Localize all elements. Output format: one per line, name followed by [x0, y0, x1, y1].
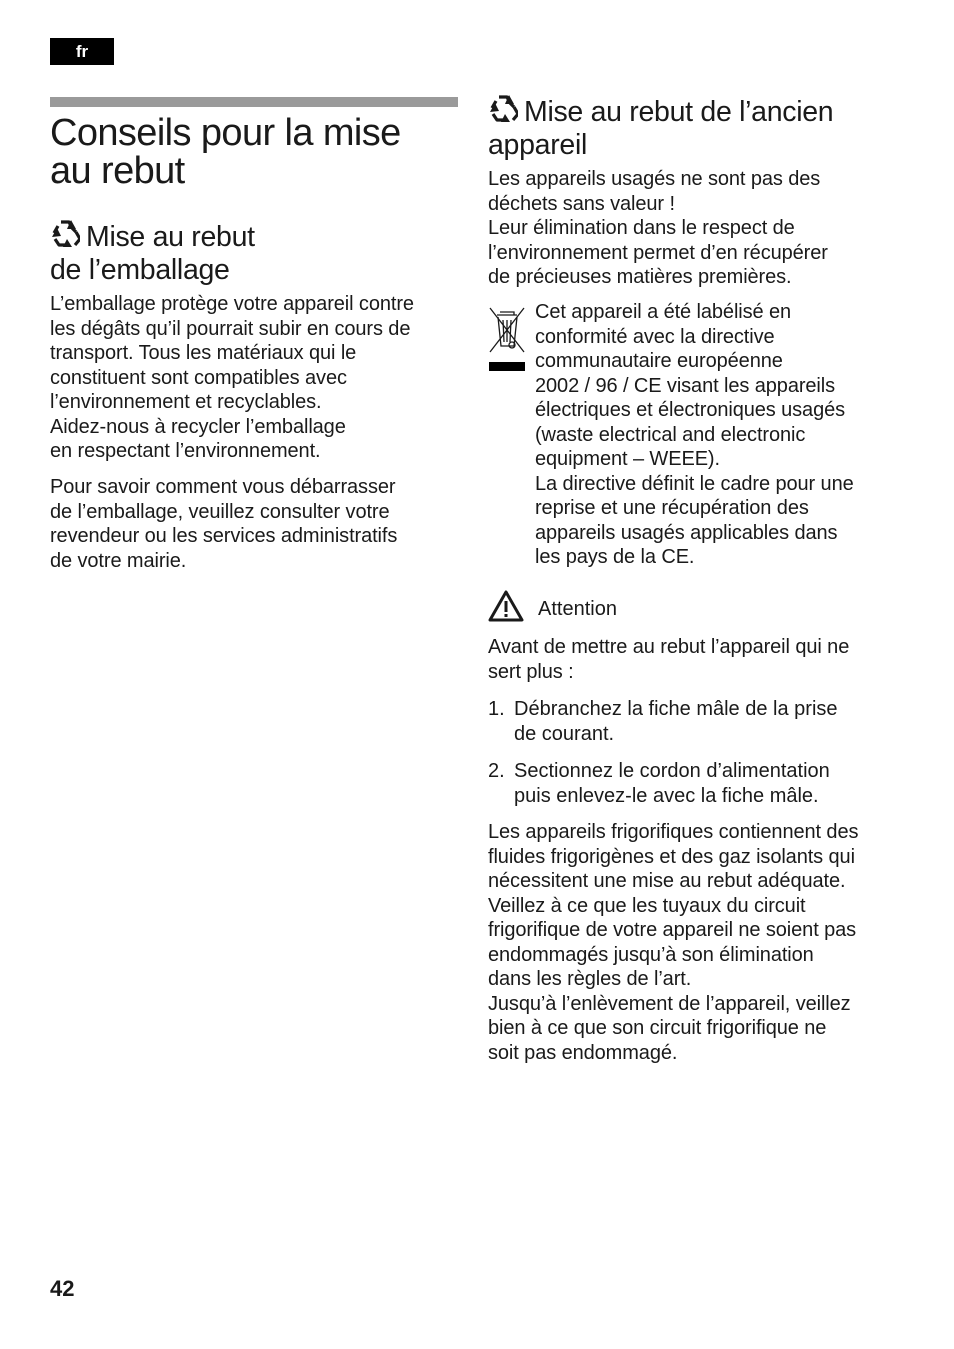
crossed-out-bin-icon: [488, 306, 526, 377]
page-number: 42: [50, 1276, 75, 1301]
packaging-paragraph-2: Pour savoir comment vous débarrasser de l’emballage, veuillez consulter votre revendeur ou les services administratifs de votre mairie.: [50, 476, 398, 572]
section-heading-old-appliance-text: Mise au rebut de l’ancien appareil: [488, 96, 834, 161]
packaging-paragraph-1: L’emballage protège votre appareil contre les dégâts qu’il pourrait subir en cours de transport. Tous les matériaux qui le constituent sont compatibles avec l’environnement et recyclables. Aidez-nous à recycler l’emballage en respectant l’environnement.: [50, 293, 414, 462]
step-number: 1.: [488, 698, 505, 720]
language-tab: fr: [50, 38, 114, 65]
recycle-icon: [50, 218, 80, 255]
section-heading-packaging: [50, 218, 450, 286]
refrigerant-paragraph: Les appareils frigorifiques contiennent des fluides frigorigènes et des gaz isolants qui nécessitent une mise au rebut adéquate. Veillez à ce que les tuyaux du circuit frigorifique de votre appareil ne soient pas endommagés jusqu’à son élimination dans les règles de l’art. Jusqu’à l’enlèvement de l’appareil, veillez bien à ce que son circuit frigorifique ne soit pas endommagé.: [488, 821, 859, 1064]
warning-triangle-icon: [488, 590, 524, 627]
step-number: 2.: [488, 760, 505, 782]
step-text: Débranchez la fiche mâle de la prise de courant.: [514, 698, 838, 745]
recycle-icon: [488, 93, 518, 130]
section-rule: [50, 97, 458, 107]
section-heading-packaging-text: Mise au rebut de l’emballage: [50, 221, 255, 286]
weee-directive-text: Cet appareil a été labélisé en conformité avec la directive communautaire européenne 2002 / 96 / CE visant les appareils électriques et électroniques usagés (waste electrical and electronic equipment – WEEE). La directive définit le cadre pour une reprise et une récupération des appareils usagés applicables dans les pays de la CE.: [535, 301, 854, 568]
attention-label: Attention: [538, 598, 617, 620]
attention-intro: Avant de mettre au rebut l’appareil qui ne sert plus :: [488, 636, 850, 683]
section-heading-old-appliance: [488, 93, 908, 161]
old-appliance-intro: Les appareils usagés ne sont pas des déchets sans valeur ! Leur élimination dans le respect de l’environnement permet d’en récupérer de précieuses matières premières.: [488, 168, 828, 288]
step-text: Sectionnez le cordon d’alimentation puis enlevez-le avec la fiche mâle.: [514, 760, 830, 807]
page-title: Conseils pour la mise au rebut: [50, 112, 401, 192]
